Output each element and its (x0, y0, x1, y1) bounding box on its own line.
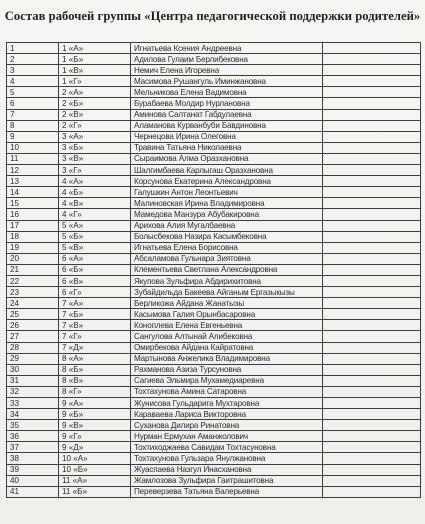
row-class: 7 «Д» (59, 342, 131, 353)
row-empty-cell (323, 142, 421, 153)
row-class: 5 «Б» (59, 231, 131, 242)
row-empty-cell (323, 298, 421, 309)
table-row (7, 264, 421, 275)
row-teacher-name: Переверзева Татьяна Валерьевна (131, 486, 323, 497)
row-class: 1 «А» (59, 43, 131, 54)
table-row (7, 87, 421, 98)
row-number: 3 (7, 65, 59, 76)
row-teacher-name: Рахманова Азиза Турсуновна (131, 364, 323, 375)
row-class: 11 «Б» (59, 486, 131, 497)
table-row (7, 109, 421, 120)
table-row (7, 409, 421, 420)
row-class: 9 «Г» (59, 431, 131, 442)
row-empty-cell (323, 431, 421, 442)
row-number: 16 (7, 209, 59, 220)
row-class: 10 «Б» (59, 464, 131, 475)
row-number: 12 (7, 165, 59, 176)
table-row (7, 331, 421, 342)
row-empty-cell (323, 109, 421, 120)
row-number: 28 (7, 342, 59, 353)
row-number: 27 (7, 331, 59, 342)
row-number: 38 (7, 453, 59, 464)
table-row (7, 120, 421, 131)
row-teacher-name: Зубайдильда Бакеева Айганым Ергазыкызы (131, 287, 323, 298)
row-number: 37 (7, 442, 59, 453)
row-number: 7 (7, 109, 59, 120)
row-class: 3 «А» (59, 131, 131, 142)
row-teacher-name: Абсаламова Гульнара Зиятовна (131, 253, 323, 264)
row-class: 4 «А» (59, 176, 131, 187)
row-teacher-name: Аламанова Курванбуби Бавдиновна (131, 120, 323, 131)
row-teacher-name: Галушкин Антон Леонтьевич (131, 187, 323, 198)
row-teacher-name: Сагиева Эльмира Мухамедиаревна (131, 375, 323, 386)
row-empty-cell (323, 486, 421, 497)
row-teacher-name: Якупова Зульфира Абдирихитовна (131, 275, 323, 286)
row-class: 2 «Б» (59, 98, 131, 109)
row-empty-cell (323, 120, 421, 131)
table-row (7, 242, 421, 253)
table-row (7, 54, 421, 65)
page-title: Состав рабочей группы «Центра педагогической поддержки родителей» (4, 9, 421, 23)
row-class: 2 «В» (59, 109, 131, 120)
row-teacher-name: Мартынова Анжелика Владимировна (131, 353, 323, 364)
row-class: 10 «А» (59, 453, 131, 464)
table-row (7, 65, 421, 76)
table-row (7, 165, 421, 176)
table-row (7, 287, 421, 298)
row-number: 11 (7, 153, 59, 164)
row-teacher-name: Игнатьева Елена Борисовна (131, 242, 323, 253)
row-number: 33 (7, 398, 59, 409)
row-teacher-name: Болысбекова Назира Касымбековна (131, 231, 323, 242)
row-empty-cell (323, 131, 421, 142)
row-empty-cell (323, 275, 421, 286)
table-row (7, 364, 421, 375)
row-empty-cell (323, 375, 421, 386)
row-number: 5 (7, 87, 59, 98)
table-row (7, 386, 421, 397)
row-empty-cell (323, 331, 421, 342)
row-teacher-name: Караваева Лариса Викторовна (131, 409, 323, 420)
row-empty-cell (323, 187, 421, 198)
row-empty-cell (323, 165, 421, 176)
row-class: 6 «А» (59, 253, 131, 264)
row-empty-cell (323, 442, 421, 453)
row-teacher-name: Берликожа Айдана Жанатызы (131, 298, 323, 309)
row-teacher-name: Мельникова Елена Вадимовна (131, 87, 323, 98)
row-teacher-name: Аминова Салтанат Габдулаевна (131, 109, 323, 120)
row-class: 5 «В» (59, 242, 131, 253)
row-number: 14 (7, 187, 59, 198)
row-teacher-name: Немич Елена Игоревна (131, 65, 323, 76)
row-empty-cell (323, 65, 421, 76)
row-number: 2 (7, 54, 59, 65)
row-empty-cell (323, 287, 421, 298)
row-number: 31 (7, 375, 59, 386)
table-row (7, 153, 421, 164)
row-empty-cell (323, 231, 421, 242)
table-row (7, 486, 421, 497)
row-class: 1 «Б» (59, 54, 131, 65)
row-empty-cell (323, 453, 421, 464)
row-number: 35 (7, 420, 59, 431)
row-class: 1 «Г» (59, 76, 131, 87)
row-class: 9 «Б» (59, 409, 131, 420)
row-number: 23 (7, 287, 59, 298)
table-row (7, 220, 421, 231)
row-class: 6 «Г» (59, 287, 131, 298)
row-number: 13 (7, 176, 59, 187)
row-number: 34 (7, 409, 59, 420)
table-row (7, 431, 421, 442)
row-number: 22 (7, 275, 59, 286)
row-teacher-name: Травина Татьяна Николаевна (131, 142, 323, 153)
table-row (7, 320, 421, 331)
table-row (7, 375, 421, 386)
row-teacher-name: Жуаспаева Назгул Инасхановна (131, 464, 323, 475)
row-number: 36 (7, 431, 59, 442)
row-class: 9 «А» (59, 398, 131, 409)
row-teacher-name: Касымова Галия Орынбасаровна (131, 309, 323, 320)
table-row (7, 187, 421, 198)
row-number: 39 (7, 464, 59, 475)
table-row (7, 98, 421, 109)
table-row (7, 131, 421, 142)
row-class: 8 «Г» (59, 386, 131, 397)
row-number: 20 (7, 253, 59, 264)
row-class: 5 «А» (59, 220, 131, 231)
row-number: 24 (7, 298, 59, 309)
row-number: 10 (7, 142, 59, 153)
row-class: 2 «Г» (59, 120, 131, 131)
row-empty-cell (323, 43, 421, 54)
row-empty-cell (323, 420, 421, 431)
row-teacher-name: Малиновская Ирина Владимировна (131, 198, 323, 209)
table-row (7, 253, 421, 264)
table-row (7, 464, 421, 475)
row-empty-cell (323, 253, 421, 264)
row-class: 3 «Г» (59, 165, 131, 176)
row-class: 2 «А» (59, 87, 131, 98)
row-class: 7 «Б» (59, 309, 131, 320)
row-teacher-name: Игнатьева Ксения Андреевна (131, 43, 323, 54)
row-empty-cell (323, 409, 421, 420)
row-class: 9 «Д» (59, 442, 131, 453)
row-empty-cell (323, 475, 421, 486)
row-class: 8 «А» (59, 353, 131, 364)
row-class: 4 «Б» (59, 187, 131, 198)
row-empty-cell (323, 309, 421, 320)
row-empty-cell (323, 54, 421, 65)
row-teacher-name: Тохтахунова Гульзара Янулжановна (131, 453, 323, 464)
row-number: 40 (7, 475, 59, 486)
row-class: 6 «В» (59, 275, 131, 286)
row-number: 4 (7, 76, 59, 87)
row-number: 29 (7, 353, 59, 364)
row-teacher-name: Тохтиходжаева Савидам Тохтасуновна (131, 442, 323, 453)
row-teacher-name: Мамедова Манзура Абубакировна (131, 209, 323, 220)
row-class: 1 «В» (59, 65, 131, 76)
table-row (7, 342, 421, 353)
row-class: 7 «Г» (59, 331, 131, 342)
row-number: 17 (7, 220, 59, 231)
row-number: 25 (7, 309, 59, 320)
row-number: 8 (7, 120, 59, 131)
row-empty-cell (323, 353, 421, 364)
row-teacher-name: Сангулова Алтынай Алибековна (131, 331, 323, 342)
members-table-body (7, 43, 421, 498)
row-number: 41 (7, 486, 59, 497)
row-number: 18 (7, 231, 59, 242)
row-number: 6 (7, 98, 59, 109)
row-teacher-name: Сыраимова Алма Оразхановна (131, 153, 323, 164)
table-row (7, 198, 421, 209)
row-empty-cell (323, 87, 421, 98)
row-class: 7 «А» (59, 298, 131, 309)
row-teacher-name: Коноплева Елена Евгеньевна (131, 320, 323, 331)
row-number: 9 (7, 131, 59, 142)
row-empty-cell (323, 320, 421, 331)
table-row (7, 475, 421, 486)
row-teacher-name: Адилова Гулаим Берлибековна (131, 54, 323, 65)
row-number: 19 (7, 242, 59, 253)
row-class: 4 «В» (59, 198, 131, 209)
row-teacher-name: Корсунова Екатерина Александровна (131, 176, 323, 187)
table-row (7, 142, 421, 153)
row-empty-cell (323, 176, 421, 187)
row-empty-cell (323, 398, 421, 409)
row-teacher-name: Жунисова Гульдарига Мухтаровна (131, 398, 323, 409)
row-class: 9 «В» (59, 420, 131, 431)
row-empty-cell (323, 242, 421, 253)
row-number: 15 (7, 198, 59, 209)
row-class: 8 «Б» (59, 364, 131, 375)
row-number: 21 (7, 264, 59, 275)
table-row (7, 353, 421, 364)
row-empty-cell (323, 209, 421, 220)
row-class: 8 «В» (59, 375, 131, 386)
row-number: 1 (7, 43, 59, 54)
table-row (7, 453, 421, 464)
row-teacher-name: Шалгимбаева Карлыгаш Оразхановна (131, 165, 323, 176)
table-row (7, 176, 421, 187)
row-empty-cell (323, 364, 421, 375)
row-empty-cell (323, 220, 421, 231)
row-empty-cell (323, 76, 421, 87)
table-row (7, 209, 421, 220)
members-table (6, 42, 421, 498)
row-teacher-name: Жамлозова Зульфира Гаитрашитовна (131, 475, 323, 486)
table-row (7, 43, 421, 54)
row-teacher-name: Арихова Алия Мугалбаевна (131, 220, 323, 231)
table-row (7, 420, 421, 431)
table-row (7, 275, 421, 286)
row-teacher-name: Масимова Рушангуль Иминжановна (131, 76, 323, 87)
row-class: 4 «Г» (59, 209, 131, 220)
table-row (7, 398, 421, 409)
row-empty-cell (323, 386, 421, 397)
row-empty-cell (323, 198, 421, 209)
row-teacher-name: Чернецова Ирина Олеговна (131, 131, 323, 142)
row-teacher-name: Омирбекова Айдана Кайратовна (131, 342, 323, 353)
row-empty-cell (323, 264, 421, 275)
row-class: 3 «Б» (59, 142, 131, 153)
table-row (7, 76, 421, 87)
table-row (7, 298, 421, 309)
row-class: 3 «В» (59, 153, 131, 164)
row-number: 26 (7, 320, 59, 331)
row-empty-cell (323, 153, 421, 164)
row-empty-cell (323, 342, 421, 353)
row-empty-cell (323, 98, 421, 109)
row-number: 32 (7, 386, 59, 397)
row-teacher-name: Бурабаева Молдир Нурлановна (131, 98, 323, 109)
table-row (7, 309, 421, 320)
row-class: 11 «А» (59, 475, 131, 486)
row-teacher-name: Суханова Дилира Ринатовна (131, 420, 323, 431)
row-teacher-name: Клементьева Светлана Александровна (131, 264, 323, 275)
row-teacher-name: Тохтахунова Амина Сатаровна (131, 386, 323, 397)
row-class: 6 «Б» (59, 264, 131, 275)
row-teacher-name: Нурман Ермухан Аманжолович (131, 431, 323, 442)
table-row (7, 231, 421, 242)
row-number: 30 (7, 364, 59, 375)
table-row (7, 442, 421, 453)
row-class: 7 «В» (59, 320, 131, 331)
row-empty-cell (323, 464, 421, 475)
